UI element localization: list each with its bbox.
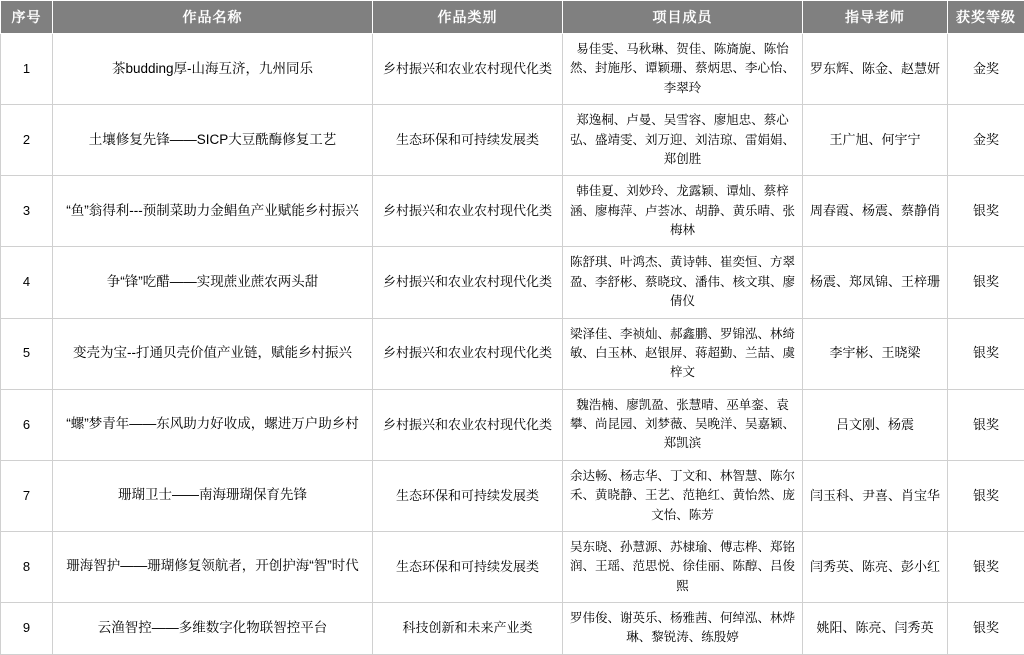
table-row xyxy=(1,460,1024,531)
cell-members: 吴东晓、孙慧源、苏棣瑜、傅志桦、郑铭润、王瑶、范思悦、徐佳丽、陈醇、吕俊熙 xyxy=(563,531,803,602)
cell-award-level: 金奖 xyxy=(948,34,1024,105)
table-row xyxy=(1,247,1024,318)
cell-award-level: 银奖 xyxy=(948,247,1024,318)
cell-members: 郑逸桐、卢曼、吴雪容、廖旭忠、蔡心弘、盛靖雯、刘万迎、刘洁琼、雷娟娟、郑创胜 xyxy=(563,105,803,176)
cell-teacher: 闫玉科、尹喜、肖宝华 xyxy=(803,460,948,531)
cell-category: 乡村振兴和农业农村现代化类 xyxy=(373,318,563,389)
cell-award-level: 银奖 xyxy=(948,389,1024,460)
table-row xyxy=(1,531,1024,602)
cell-members: 韩佳夏、刘妙玲、龙露颖、谭灿、蔡梓涵、廖梅萍、卢荟冰、胡静、黄乐晴、张梅林 xyxy=(563,176,803,247)
table-row xyxy=(1,318,1024,389)
cell-work-name: 云渔智控——多维数字化物联智控平台 xyxy=(53,603,373,655)
cell-members: 梁泽佳、李祯灿、郝鑫鹏、罗锦泓、林绮敏、白玉林、赵银屏、蒋超勤、兰喆、虞梓文 xyxy=(563,318,803,389)
cell-category: 生态环保和可持续发展类 xyxy=(373,460,563,531)
cell-teacher: 闫秀英、陈亮、彭小红 xyxy=(803,531,948,602)
table-header-row xyxy=(1,1,1024,34)
cell-members: 陈舒琪、叶鸿杰、黄诗韩、崔奕恒、方翠盈、李舒彬、蔡晓玟、潘伟、核文琪、廖倩仪 xyxy=(563,247,803,318)
cell-work-name: “螺”梦青年——东风助力好收成，螺进万户助乡村 xyxy=(53,389,373,460)
cell-index: 8 xyxy=(1,531,53,602)
cell-category: 科技创新和未来产业类 xyxy=(373,603,563,655)
cell-category: 乡村振兴和农业农村现代化类 xyxy=(373,176,563,247)
cell-teacher: 周春霞、杨震、蔡静俏 xyxy=(803,176,948,247)
table-header xyxy=(1,1,1024,34)
cell-award-level: 银奖 xyxy=(948,531,1024,602)
cell-index: 3 xyxy=(1,176,53,247)
cell-teacher: 罗东辉、陈金、赵慧妍 xyxy=(803,34,948,105)
cell-members: 罗伟俊、谢英乐、杨雅茜、何绰泓、林烨琳、黎锐涛、练殷婷 xyxy=(563,603,803,655)
cell-category: 乡村振兴和农业农村现代化类 xyxy=(373,34,563,105)
cell-members: 魏浩楠、廖凯盈、张慧晴、巫单銮、袁攀、尚昆园、刘梦薇、吴晚洋、吴嘉颖、郑凯滨 xyxy=(563,389,803,460)
cell-award-level: 银奖 xyxy=(948,460,1024,531)
table-row xyxy=(1,176,1024,247)
cell-work-name: “鱼”翁得利---预制菜助力金鲳鱼产业赋能乡村振兴 xyxy=(53,176,373,247)
cell-work-name: 争“锋”吃醋——实现蔗业蔗农两头甜 xyxy=(53,247,373,318)
cell-teacher: 吕文刚、杨震 xyxy=(803,389,948,460)
cell-category: 乡村振兴和农业农村现代化类 xyxy=(373,247,563,318)
cell-category: 乡村振兴和农业农村现代化类 xyxy=(373,389,563,460)
cell-work-name: 变壳为宝--打通贝壳价值产业链，赋能乡村振兴 xyxy=(53,318,373,389)
cell-category: 生态环保和可持续发展类 xyxy=(373,531,563,602)
table-row xyxy=(1,34,1024,105)
table-row xyxy=(1,389,1024,460)
cell-index: 7 xyxy=(1,460,53,531)
cell-teacher: 姚阳、陈亮、闫秀英 xyxy=(803,603,948,655)
column-header-level: 获奖等级 xyxy=(948,1,1024,34)
cell-index: 2 xyxy=(1,105,53,176)
column-header-members: 项目成员 xyxy=(563,1,803,34)
cell-work-name: 珊瑚卫士——南海珊瑚保育先锋 xyxy=(53,460,373,531)
cell-teacher: 李宇彬、王晓梁 xyxy=(803,318,948,389)
column-header-index: 序号 xyxy=(1,1,53,34)
cell-index: 6 xyxy=(1,389,53,460)
column-header-teacher: 指导老师 xyxy=(803,1,948,34)
cell-index: 1 xyxy=(1,34,53,105)
cell-work-name: 珊海智护——珊瑚修复领航者，开创护海“智”时代 xyxy=(53,531,373,602)
cell-members: 余达畅、杨志华、丁文和、林智慧、陈尔禾、黄晓静、王艺、范艳红、黄怡然、庞文怡、陈芳 xyxy=(563,460,803,531)
table-row xyxy=(1,603,1024,655)
cell-teacher: 杨震、郑凤锦、王梓珊 xyxy=(803,247,948,318)
cell-index: 5 xyxy=(1,318,53,389)
cell-index: 4 xyxy=(1,247,53,318)
cell-teacher: 王广旭、何宇宁 xyxy=(803,105,948,176)
table-body xyxy=(1,34,1024,655)
column-header-category: 作品类别 xyxy=(373,1,563,34)
table-row xyxy=(1,105,1024,176)
cell-work-name: 茶budding厚-山海互济，九州同乐 xyxy=(53,34,373,105)
cell-award-level: 金奖 xyxy=(948,105,1024,176)
column-header-name: 作品名称 xyxy=(53,1,373,34)
cell-award-level: 银奖 xyxy=(948,603,1024,655)
cell-members: 易佳雯、马秋琳、贺佳、陈旖旎、陈怡然、封施彤、谭颖珊、蔡炳思、李心怡、李翠玲 xyxy=(563,34,803,105)
cell-award-level: 银奖 xyxy=(948,176,1024,247)
cell-work-name: 土壤修复先锋——SICP大豆酰酶修复工艺 xyxy=(53,105,373,176)
cell-category: 生态环保和可持续发展类 xyxy=(373,105,563,176)
cell-award-level: 银奖 xyxy=(948,318,1024,389)
cell-index: 9 xyxy=(1,603,53,655)
